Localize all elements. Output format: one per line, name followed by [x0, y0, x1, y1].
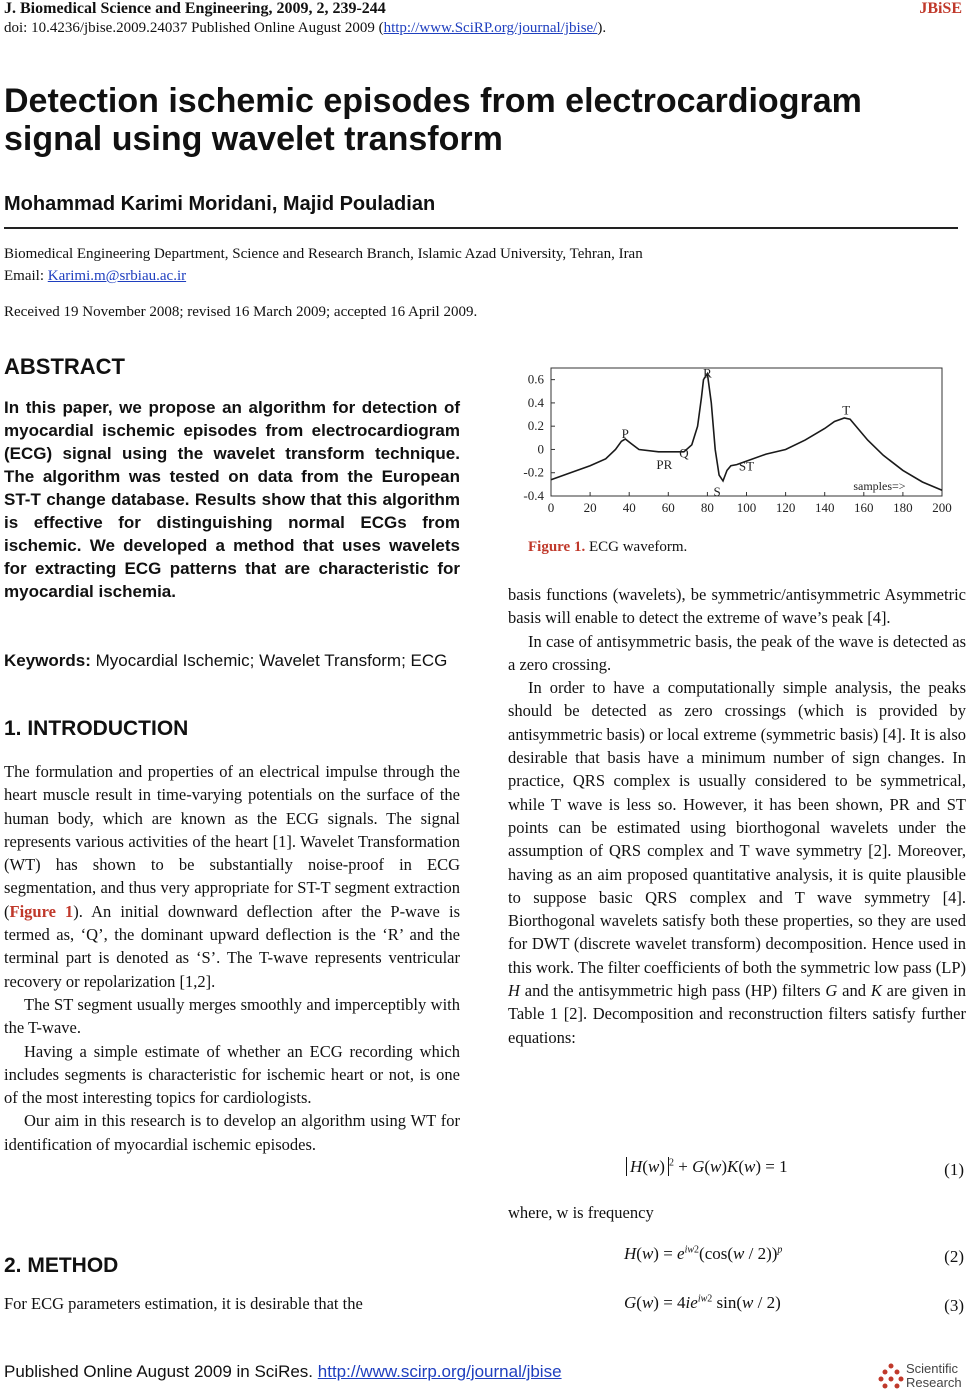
doi-line [4, 20, 606, 37]
logo-line-1: Scientific [906, 1361, 959, 1376]
symbol-g: G [825, 981, 838, 1001]
x-tick-label: 20 [583, 500, 597, 515]
x-tick-label: 180 [893, 500, 913, 515]
x-tick-label: 120 [775, 500, 796, 515]
intro-paragraph-4: Our aim in this research is to develop an algorithm using WT for identification of myocardial ischemic episodes. [4, 1111, 460, 1154]
right-p3-b: and the antisymmetric high pass (HP) filters [519, 981, 826, 1001]
y-tick-label: -0.4 [523, 488, 544, 503]
x-tick-label: 140 [814, 500, 835, 515]
y-tick-label: -0.2 [523, 464, 544, 480]
intro-heading: 1. INTRODUCTION [4, 717, 189, 740]
figure-caption [528, 539, 687, 556]
intro-paragraph-2: The ST segment usually merges smoothly and imperceptibly with the T-wave. [4, 994, 460, 1038]
figure-label: Figure 1. [528, 539, 586, 555]
y-tick-label: 0.4 [527, 394, 544, 410]
x-tick-label: 160 [854, 500, 874, 515]
x-tick-label: 80 [700, 500, 714, 515]
affiliation: Biomedical Engineering Department, Science and Research Branch, Islamic Azad University, Tehran, Iran [4, 246, 643, 262]
right-column-body [508, 583, 966, 1049]
journal-header: J. Biomedical Science and Engineering, 2009, 2, 239-244 [4, 0, 386, 17]
x-tick-label: 40 [622, 500, 636, 515]
equation-1-number: (1) [944, 1160, 964, 1179]
symbol-h: H [508, 981, 520, 1001]
received-dates: Received 19 November 2008; revised 16 March 2009; accepted 16 April 2009. [4, 304, 478, 320]
footer-link[interactable]: http://www.scirp.org/journal/jbise [317, 1362, 562, 1381]
wave-label-t: T [842, 402, 851, 418]
x-axis-label: samples=> [853, 479, 906, 493]
abstract-heading: ABSTRACT [4, 354, 125, 379]
scientific-research-logo [878, 1360, 966, 1392]
wave-label-pr: PR [656, 457, 673, 473]
intro-paragraph-3: Having a simple estimate of whether an ECG recording which includes segments is characteristic for ischemic heart or not, is one of the most interesting topics for cardiologists. [4, 1041, 460, 1108]
right-p3-and: and [837, 981, 871, 1001]
footer [4, 1362, 562, 1382]
abstract-text: In this paper, we propose an algorithm for detection of myocardial ischemic episodes from electrocardiogram (ECG) signal using the wavelet transform technique. The algorithm was tested on data from the European ST-T change database. Results show that this algorithm is effective for distinguishing normal ECGs from ischemic. We developed a method that uses wavelets for extracting ECG patterns that are characteristic for myocardial ischemia. [4, 398, 460, 601]
doi-suffix: ). [597, 20, 607, 36]
keywords-text: Myocardial Ischemic; Wavelet Transform; ECG [90, 651, 448, 670]
logo-line-2: Research [906, 1375, 962, 1390]
wave-label-q: Q [679, 445, 689, 461]
y-tick-label: 0.6 [527, 371, 544, 387]
plot-frame [551, 368, 942, 496]
affiliation-block [4, 243, 643, 287]
x-tick-label: 0 [547, 500, 555, 515]
doi-link[interactable]: http://www.SciRP.org/journal/jbise/ [383, 20, 598, 36]
wave-label-s: S [713, 484, 721, 499]
x-tick-label: 100 [736, 500, 757, 515]
equation-2-number: (2) [944, 1247, 964, 1266]
keywords [4, 649, 460, 672]
where-line: where, w is frequency [508, 1203, 654, 1222]
intro-p1-a: The formulation and properties of an electrical impulse through the heart muscle result in time-varying potentials on the surface of the human body, which are known as the ECG signals. The signal represents various activities of the heart [1]. Wavelet Transformation (WT) has shown to be substantially noise-proof in ECG segmentation, and thus very appropriate for ST-T segment extraction ( [4, 762, 460, 921]
y-tick-label: 0.2 [527, 418, 544, 434]
equation-3: $G(w) = 4ie^{iw2}$ sin(w / 2) [624, 1293, 781, 1312]
intro-p1-b: ). An initial downward deflection after the P-wave is termed as, ‘Q’, the dominant upward deflection is the ‘R’ and the terminal part is denoted as ‘S’. The T-wave represents ventricular recovery or repolarization [1,2]. [4, 901, 460, 991]
method-heading: 2. METHOD [4, 1254, 119, 1277]
authors: Mohammad Karimi Moridani, Majid Pouladian [4, 193, 436, 215]
email-link[interactable]: Karimi.m@srbiau.ac.ir [47, 268, 187, 284]
figure-1-ref[interactable]: Figure 1 [9, 901, 74, 921]
figure-caption-text: ECG waveform. [585, 539, 688, 555]
x-tick-label: 60 [661, 500, 675, 515]
right-paragraph-1: basis functions (wavelets), be symmetric/antisymmetric Asymmetric basis will enable to detect the extreme of wave’s peak [4]. [508, 585, 966, 628]
intro-body [4, 760, 460, 1156]
right-paragraph-3 [508, 676, 966, 1049]
paper-title: Detection ischemic episodes from electrocardiogram signal using wavelet transform [4, 82, 862, 158]
right-p3-a: In order to have a computationally simple analysis, the peaks should be detected as zero crossings (which is provided by antisymmetric basis) or local extreme (symmetric basis) [4]. It is also desirable that basis have a minimum number of sign changes. In practice, QRS complex is usually considered to be symmetrical, while T wave is less so. However, it has been shown, PR and ST points can be estimated using biorthogonal wavelets under the assumption of QRS complex and T wave symmetry [2]. Moreover, having as an aim proposed quantitative analysis, it is quite plausible to suppose basic QRS complex and T wave symmetry [4]. Biorthogonal wavelets satisfy both these properties, so they are used for DWT (discrete wavelet transform) decomposition. Hence used in this work. The filter coefficients of both the symmetric low pass (LP) [508, 678, 966, 977]
wave-label-p: P [621, 425, 629, 441]
equation-2: $H(w) = e^{iw2}(\cos(w / 2))^p$ [624, 1244, 783, 1263]
wave-label-st: ST [738, 458, 755, 474]
keywords-label: Keywords: [4, 651, 91, 670]
symbol-k: K [870, 981, 882, 1001]
logo-dots-icon [878, 1362, 904, 1392]
doi-prefix: doi: 10.4236/jbise.2009.24037 Published Online August 2009 ( [4, 20, 384, 36]
intro-paragraph-1 [4, 760, 460, 993]
ecg-chart [508, 360, 960, 520]
email-label: Email: [4, 268, 48, 284]
x-tick-label: 200 [932, 500, 952, 515]
equation-3-number: (3) [944, 1296, 964, 1315]
journal-abbr: JBiSE [919, 0, 962, 17]
right-p3-c: are given in Table 1 [2]. Decomposition and reconstruction filters satisfy further equations: [508, 981, 966, 1047]
y-tick-label: 0 [537, 441, 544, 457]
method-text: For ECG parameters estimation, it is desirable that the [4, 1294, 363, 1313]
footer-text: Published Online August 2009 in SciRes. [4, 1362, 318, 1381]
title-divider [4, 227, 958, 229]
email-line [4, 265, 643, 287]
wave-label-r: R [703, 365, 712, 381]
equation-1: H(w) $^2$ + G(w)K(w) = 1 [626, 1157, 788, 1177]
right-paragraph-2: In case of antisymmetric basis, the peak of the wave is detected as a zero crossing. [508, 631, 966, 674]
